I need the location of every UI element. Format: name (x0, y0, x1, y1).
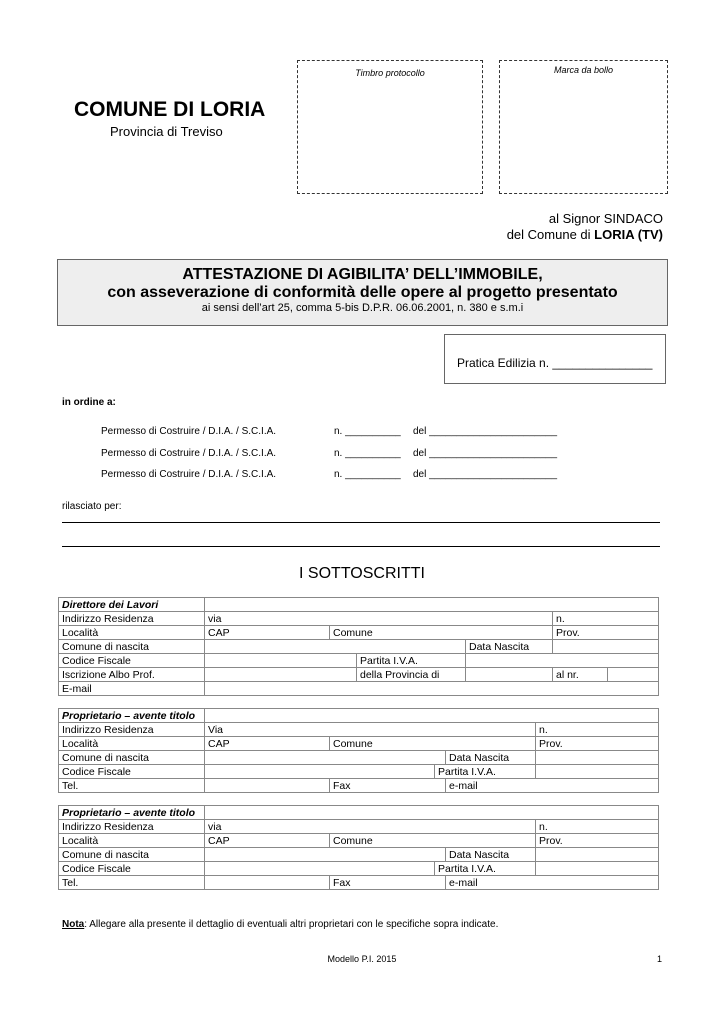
permesso-date-field[interactable]: del _______________________ (413, 426, 558, 437)
table-header-label: Proprietario – avente titolo (59, 709, 205, 723)
direttore-lavori-table (58, 597, 659, 696)
vat-label: Partita I.V.A. (435, 765, 536, 779)
table-cell[interactable] (205, 806, 659, 820)
email-field[interactable]: e-mail (446, 876, 659, 890)
permesso-number-field[interactable]: n. __________ (334, 448, 401, 459)
albo-number-label: al nr. (553, 668, 608, 682)
stamp-bollo-box (499, 60, 668, 194)
address-number-field[interactable]: n. (536, 723, 659, 737)
birthdate-field[interactable] (536, 848, 659, 862)
field-label: Codice Fiscale (59, 654, 205, 668)
stamp-protocol-label: Timbro protocollo (355, 68, 425, 78)
section-title: I SOTTOSCRITTI (299, 565, 425, 582)
table-cell[interactable] (205, 598, 659, 612)
table-row (59, 682, 659, 696)
stamp-bollo-label: Marca da bollo (553, 65, 614, 75)
table-row (59, 640, 659, 654)
document-title-box (57, 259, 668, 326)
table-row (59, 820, 659, 834)
table-header-label: Proprietario – avente titolo (59, 806, 205, 820)
field-label: Località (59, 834, 205, 848)
field-label: Codice Fiscale (59, 765, 205, 779)
table-row (59, 806, 659, 820)
permesso-doc-label: Permesso di Costruire / D.I.A. / S.C.I.A. (101, 426, 277, 437)
nota-body: : Allegare alla presente il dettaglio di eventuali altri proprietari con le specifiche sopra indicate. (84, 919, 499, 930)
field-label: Indirizzo Residenza (59, 820, 205, 834)
provincia-field[interactable]: Prov. (536, 834, 659, 848)
table-header-label: Direttore dei Lavori (59, 598, 205, 612)
pratica-edilizia-box[interactable] (444, 334, 666, 384)
table-row (59, 598, 659, 612)
addressee-line2-bold: LORIA (TV) (594, 227, 663, 242)
table-cell[interactable] (205, 709, 659, 723)
field-label: Codice Fiscale (59, 862, 205, 876)
in-ordine-label: in ordine a: (62, 397, 116, 408)
comune-field[interactable]: Comune (330, 737, 536, 751)
rilasciato-line-2[interactable] (62, 546, 660, 547)
birthdate-field[interactable] (536, 751, 659, 765)
cap-field[interactable]: CAP (205, 626, 330, 640)
permesso-date-field[interactable]: del _______________________ (413, 469, 558, 480)
birthdate-label: Data Nascita (466, 640, 553, 654)
albo-province-label: della Provincia di (357, 668, 466, 682)
document-title-line2: con asseverazione di conformità delle opere al progetto presentato (107, 284, 618, 301)
address-via-field[interactable]: via (205, 820, 536, 834)
table-row (59, 612, 659, 626)
field-label: Tel. (59, 876, 205, 890)
tax-code-field[interactable] (205, 765, 435, 779)
provincia-subtitle: Provincia di Treviso (110, 124, 223, 139)
document-title-line1: ATTESTAZIONE DI AGIBILITA’ DELL’IMMOBILE, (182, 266, 543, 283)
vat-field[interactable] (466, 654, 659, 668)
rilasciato-line-1[interactable] (62, 522, 660, 523)
addressee-line2-prefix: del Comune di (506, 227, 595, 242)
permesso-date-field[interactable]: del _______________________ (413, 448, 558, 459)
table-row (59, 765, 659, 779)
footer-model: Modello P.I. 2015 (327, 954, 397, 964)
table-row (59, 668, 659, 682)
addressee-line1: al Signor SINDACO (548, 211, 663, 226)
permesso-row[interactable] (101, 426, 581, 440)
field-label: Comune di nascita (59, 640, 205, 654)
tax-code-field[interactable] (205, 654, 357, 668)
address-via-field[interactable]: Via (205, 723, 536, 737)
provincia-field[interactable]: Prov. (536, 737, 659, 751)
field-label: Indirizzo Residenza (59, 612, 205, 626)
vat-field[interactable] (536, 765, 659, 779)
table-row (59, 626, 659, 640)
table-row (59, 862, 659, 876)
comune-title: COMUNE DI LORIA (74, 98, 266, 121)
field-label: E-mail (59, 682, 205, 696)
pratica-edilizia-label: Pratica Edilizia n. _______________ (457, 356, 653, 370)
phone-field[interactable] (205, 876, 330, 890)
proprietario-table-2 (58, 805, 659, 890)
fax-field[interactable]: Fax (330, 876, 446, 890)
phone-field[interactable] (205, 779, 330, 793)
rilasciato-label: rilasciato per: (62, 501, 122, 512)
permesso-doc-label: Permesso di Costruire / D.I.A. / S.C.I.A. (101, 469, 277, 480)
field-label: Comune di nascita (59, 848, 205, 862)
vat-label: Partita I.V.A. (435, 862, 536, 876)
table-row (59, 751, 659, 765)
footer-page-number: 1 (657, 954, 663, 964)
albo-province-field[interactable] (466, 668, 553, 682)
table-row (59, 709, 659, 723)
proprietario-table-1 (58, 708, 659, 793)
field-label: Località (59, 737, 205, 751)
addressee-line2 (507, 227, 663, 243)
albo-field[interactable] (205, 668, 357, 682)
permesso-row[interactable] (101, 469, 581, 483)
birthdate-label: Data Nascita (446, 751, 536, 765)
document-title-line3: ai sensi dell’art 25, comma 5-bis D.P.R. 06.06.2001, n. 380 e s.m.i (201, 302, 524, 314)
address-number-field[interactable]: n. (553, 612, 659, 626)
vat-label: Partita I.V.A. (357, 654, 466, 668)
table-row (59, 737, 659, 751)
vat-field[interactable] (536, 862, 659, 876)
birthplace-field[interactable] (205, 848, 446, 862)
field-label: Iscrizione Albo Prof. (59, 668, 205, 682)
address-via-field[interactable]: via (205, 612, 553, 626)
table-row (59, 779, 659, 793)
field-label: Comune di nascita (59, 751, 205, 765)
table-row (59, 723, 659, 737)
permesso-doc-label: Permesso di Costruire / D.I.A. / S.C.I.A. (101, 448, 277, 459)
field-label: Tel. (59, 779, 205, 793)
comune-field[interactable]: Comune (330, 834, 536, 848)
birthplace-field[interactable] (205, 640, 466, 654)
albo-number-field[interactable] (608, 668, 659, 682)
table-row (59, 654, 659, 668)
permesso-number-field[interactable]: n. __________ (334, 469, 401, 480)
permesso-number-field[interactable]: n. __________ (334, 426, 401, 437)
cap-field[interactable]: CAP (205, 737, 330, 751)
table-row (59, 876, 659, 890)
email-field[interactable] (205, 682, 659, 696)
nota-label: Nota (62, 919, 85, 930)
address-number-field[interactable]: n. (536, 820, 659, 834)
table-row (59, 848, 659, 862)
comune-field[interactable]: Comune (330, 626, 553, 640)
birthdate-label: Data Nascita (446, 848, 536, 862)
cap-field[interactable]: CAP (205, 834, 330, 848)
tax-code-field[interactable] (205, 862, 435, 876)
nota-text (62, 919, 498, 930)
permesso-row[interactable] (101, 448, 581, 462)
birthplace-field[interactable] (205, 751, 446, 765)
addressee-block (507, 211, 663, 243)
stamp-protocol-box (297, 60, 483, 194)
field-label: Indirizzo Residenza (59, 723, 205, 737)
birthdate-field[interactable] (553, 640, 659, 654)
email-field[interactable]: e-mail (446, 779, 659, 793)
provincia-field[interactable]: Prov. (553, 626, 659, 640)
fax-field[interactable]: Fax (330, 779, 446, 793)
table-row (59, 834, 659, 848)
field-label: Località (59, 626, 205, 640)
